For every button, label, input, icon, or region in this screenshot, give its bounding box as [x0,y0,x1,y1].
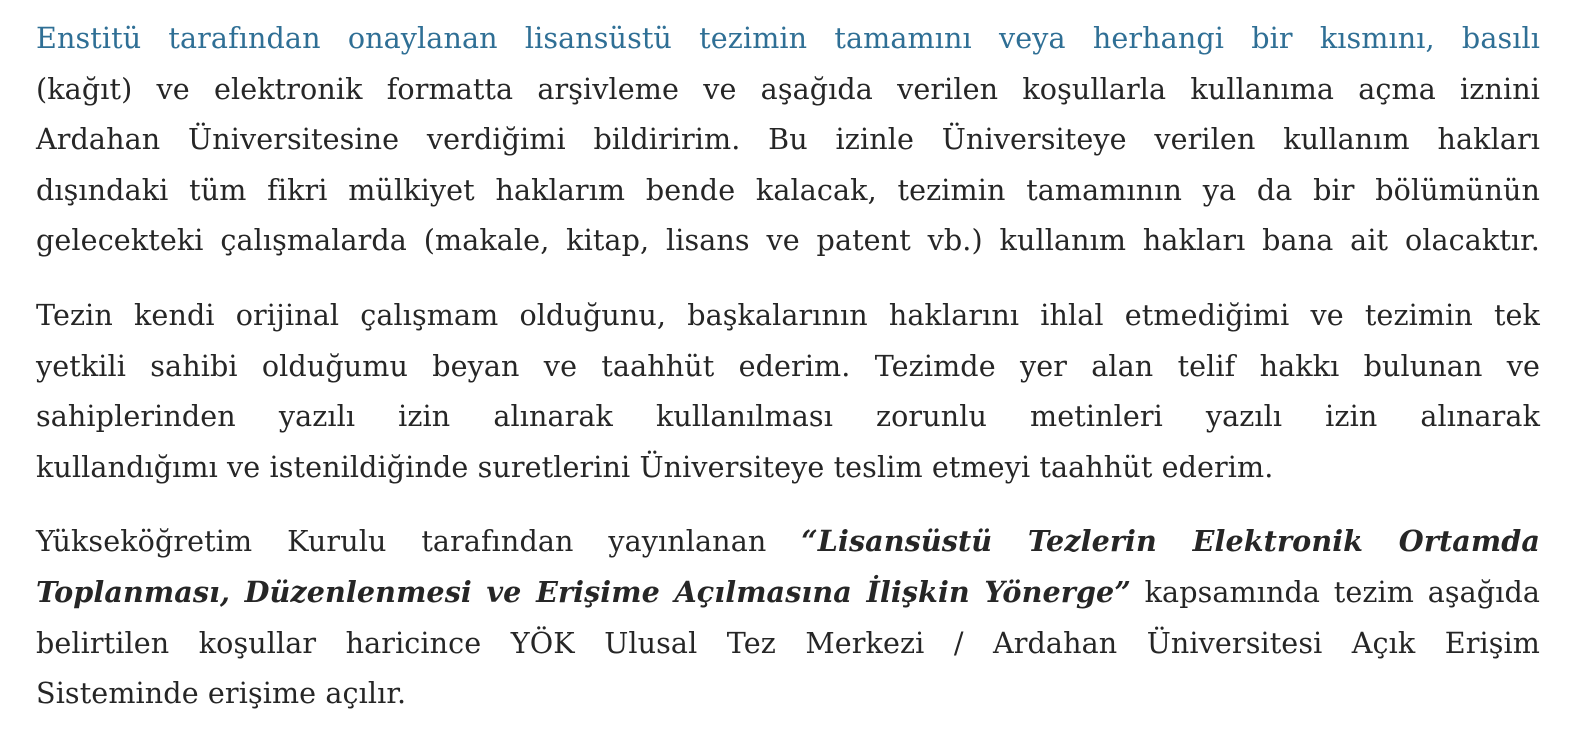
plain-text: kapsamında tezim aşağıda [1130,574,1540,609]
paragraph-line: yetkili sahibi olduğumu beyan ve taahhüt ederim. Tezimde yer alan telif hakkı bulunan ve [36,348,1540,383]
paragraph-line [36,567,1540,618]
directive-title: “Lisansüstü Tezlerin Elektronik Ortamda [801,524,1540,559]
paragraph-gap [36,492,1540,516]
document-page [36,13,1540,719]
paragraph-line: Ardahan Üniversitesine verdiğimi bildiririm. Bu izinle Üniversiteye verilen kullanım hakları [36,122,1540,157]
paragraph-archive-permission [36,13,1540,266]
paragraph-yok-directive [36,516,1540,718]
directive-title: Toplanması, Düzenlenmesi ve Erişime Açılmasına İlişkin Yönerge” [36,574,1131,609]
paragraph-originality-declaration [36,290,1540,492]
paragraph-line: gelecekteki çalışmalarda (makale, kitap, lisans ve patent vb.) kullanım hakları bana ait olacaktır. [36,223,1540,258]
paragraph-line: dışındaki tüm fikri mülkiyet haklarım bende kalacak, tezimin tamamının ya da bir bölümünün [36,172,1540,207]
paragraph-line: Tezin kendi orijinal çalışmam olduğunu, başkalarının haklarını ihlal etmediğimi ve tezimin tek [36,297,1540,332]
paragraph-line: belirtilen koşullar haricince YÖK Ulusal Tez Merkezi / Ardahan Üniversitesi Açık Erişim [36,625,1540,660]
paragraph-line: Enstitü tarafından onaylanan lisansüstü tezimin tamamını veya herhangi bir kısmını, basılı [36,21,1540,55]
paragraph-line [36,516,1540,567]
plain-text: Yükseköğretim Kurulu tarafından yayınlanan [36,524,802,559]
paragraph-line: (kağıt) ve elektronik formatta arşivleme ve aşağıda verilen koşullarla kullanıma açma iznini [36,71,1540,106]
paragraph-line: kullandığımı ve istenildiğinde suretlerini Üniversiteye teslim etmeyi taahhüt ederim. [36,449,1274,484]
paragraph-gap [36,266,1540,290]
paragraph-line: sahiplerinden yazılı izin alınarak kullanılması zorunlu metinleri yazılı izin alınarak [36,399,1540,434]
paragraph-line: Sisteminde erişime açılır. [36,676,407,711]
